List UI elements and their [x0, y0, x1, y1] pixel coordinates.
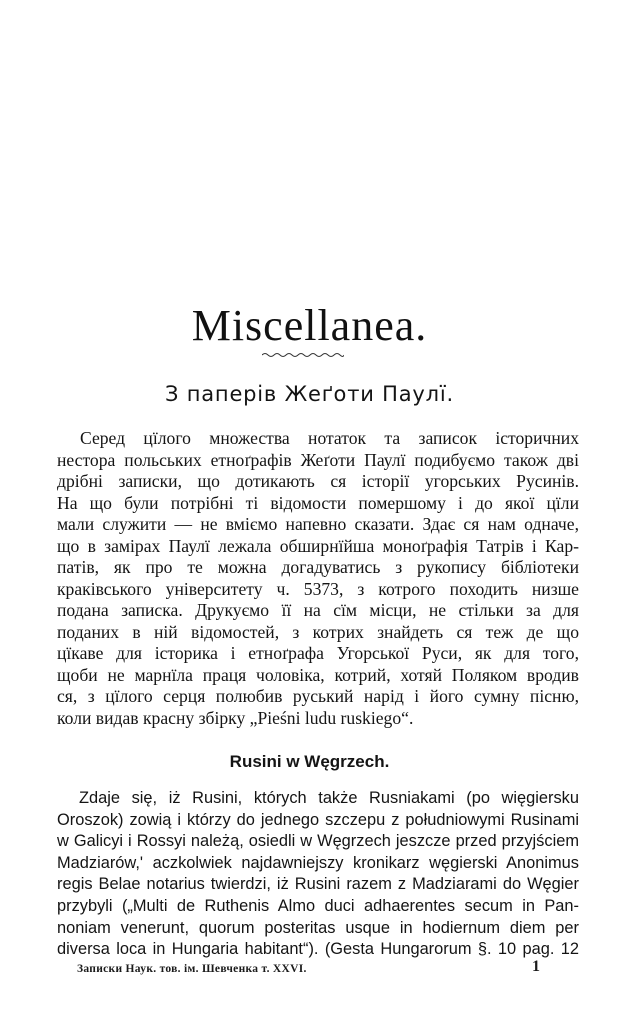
- text-line: Серед цїлого множества нотаток та записок історичних: [80, 428, 579, 448]
- text-line: щоби не марнїла праця чоловіка, котрий, хотяй Поляком вродив: [57, 664, 579, 685]
- text-line: нестора польських етноґрафів Жеґоти Паулї подибуємо також дві: [57, 449, 579, 470]
- text-line: Madziarów,' aczkolwiek najdawniejszy kronikarz węgierski Anonimus: [57, 853, 579, 872]
- text-line: przybyli („Multi de Ruthenis Almo duci adhaerentes secum in Pan-: [57, 896, 579, 915]
- text-line: ся, з цїлого серця полюбив руський нарід і його сумну пісню,: [57, 686, 579, 706]
- section-heading: Rusini w Węgrzech.: [229, 752, 390, 771]
- text-line: дрібні записки, що дотикають ся історії угорських Русинів.: [57, 471, 579, 491]
- page-number: 1: [532, 958, 540, 975]
- text-line: noniam venerunt, quorum posteritas usque in hodiernum diem per: [57, 918, 579, 937]
- text-line: що в замірах Паулї лежала обширнїйша моноґрафія Татрів і Кар-: [57, 535, 579, 556]
- text-line: цїкаве для історика і етноґрафа Угорської Руси, як для того,: [57, 643, 579, 663]
- text-line: поданих в ній відомостей, з котрих знайдеть ся теж де що: [57, 621, 579, 642]
- text-line: патів, як про те можна догадуватись з рукопису бібліотеки: [57, 557, 579, 577]
- page-title: Miscellanea.: [191, 301, 428, 350]
- intro-paragraph: [57, 428, 579, 729]
- text-line: коли видав красну збірку „Pieśni ludu ruskiego“.: [57, 707, 414, 728]
- text-line: regis Belae notarius twierdzi, iż Rusini razem z Madziarami do Węgier: [57, 875, 579, 894]
- title-ornament: [262, 352, 344, 358]
- text-line: w Galicyi i Rossyi należą, osiedli w Węgrzech jeszcze przed przyjściem: [57, 832, 579, 851]
- article-subtitle: З паперів Жеґоти Паулї.: [164, 382, 454, 406]
- text-line: diversa loca in Hungaria habitant“). (Gesta Hungarorum §. 10 pag. 12: [57, 940, 579, 959]
- text-line: мали служити — не вміємо напевно сказати. Здає ся нам одначе,: [57, 514, 579, 534]
- polish-paragraph: [57, 788, 579, 961]
- text-line: краківського університету ч. 5373, з котрого походить низше: [57, 578, 579, 599]
- footer-journal: Записки Наук. тов. ім. Шевченка т. XXVI.: [77, 963, 307, 975]
- text-line: На що були потрібні ті відомости помершому і до якої цїли: [57, 492, 579, 513]
- text-line: Oroszok) zowią i którzy do jednego szczepu z południowymi Rusinami: [57, 810, 579, 829]
- text-line: Zdaje się, iż Rusini, których także Rusniakami (po więgiersku: [79, 789, 579, 807]
- text-line: подана записка. Друкуємо її на сїм місци, не стільки за для: [57, 600, 579, 620]
